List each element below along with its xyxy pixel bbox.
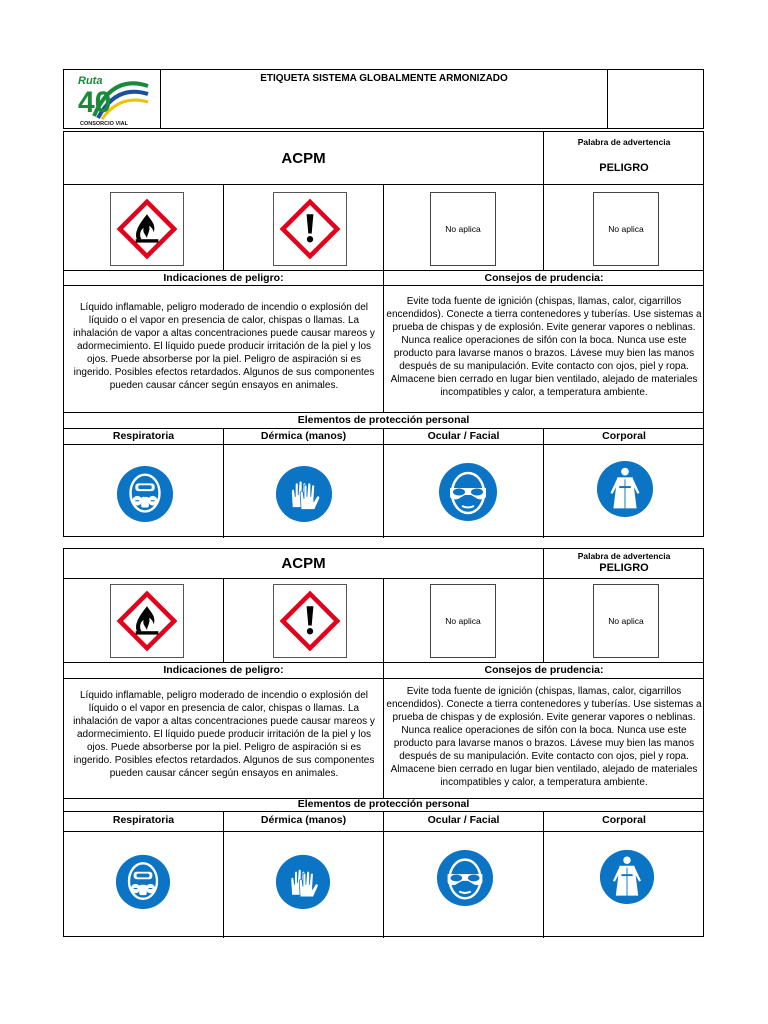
- ppe-body-label: Corporal: [602, 430, 646, 442]
- ghs-exclamation-icon: [273, 584, 347, 658]
- product-name: ACPM: [281, 150, 326, 167]
- pictogram-not-applicable: No aplica: [430, 192, 496, 266]
- row-divider: [64, 285, 703, 286]
- cell-divider: [383, 662, 384, 798]
- pictogram-not-applicable: No aplica: [430, 584, 496, 658]
- hazard-statements-text: Líquido inflamable, peligro moderado de incendio o explosión del líquido o el vapor en presencia de calor, chispas o llamas. La inhalación de vapor a altas concentraciones puede causar mareos y adormecimiento. El líquido puede producir irritación de la piel y los ojos. Puede absorberse por la piel. Peligro de aspiración si es ingerido. Posibles efectos retardados. Algunos de sus componentes pueden causar cáncer según ensayos en animales.: [73, 302, 375, 391]
- header-box: [63, 69, 704, 129]
- ppe-title: Elementos de protección personal: [297, 798, 470, 810]
- gloves-icon: [275, 854, 331, 915]
- warning-word-label: Palabra de advertencia: [577, 137, 671, 147]
- hazard-statements-title: Indicaciones de peligro:: [163, 664, 284, 676]
- cell-divider: [383, 184, 384, 270]
- header-divider: [607, 70, 608, 128]
- respirator-mask-icon: [116, 465, 174, 528]
- logo-graphic: [74, 72, 150, 128]
- gloves-icon: [275, 465, 333, 528]
- product-name: ACPM: [281, 555, 326, 572]
- company-logo: [74, 72, 150, 128]
- ghs-exclamation-icon: [273, 192, 347, 266]
- protective-apron-icon: [596, 460, 654, 523]
- row-divider: [64, 412, 703, 413]
- document-title: ETIQUETA SISTEMA GLOBALMENTE ARMONIZADO: [260, 73, 508, 84]
- warning-word-label: Palabra de advertencia: [577, 551, 671, 561]
- cell-divider: [223, 184, 224, 270]
- ppe-body-label: Corporal: [602, 814, 646, 826]
- cell-divider: [543, 184, 544, 270]
- cell-divider: [223, 578, 224, 662]
- ghs-flame-icon: [110, 192, 184, 266]
- pictogram-not-applicable: No aplica: [593, 584, 659, 658]
- warning-word-value: PELIGRO: [599, 162, 649, 174]
- hazard-statements-title: Indicaciones de peligro:: [163, 272, 284, 284]
- ghs-flame-icon: [110, 584, 184, 658]
- row-divider: [64, 678, 703, 679]
- respirator-mask-icon: [115, 854, 171, 915]
- precautionary-statements-text: Evite toda fuente de ignición (chispas, llamas, calor, cigarrillos encendidos). Conecte a tierra contenedores y tuberías. Use sistemas a prueba de chispas y de explosión. Evite generar vapores o neblinas. Nunca realice operaciones de sifón con la boca. Nunca use este producto para lavarse manos o brazos. Lávese muy bien las manos después de su manipulación. Evite contacto con ojos, piel y ropa. Almacene bien cerrado en lugar bien ventilado, alejado de materiales incompatibles y calor, a temperatura ambiente.: [386, 296, 702, 398]
- hazard-statements-text: Líquido inflamable, peligro moderado de incendio o explosión del líquido o el vapor en presencia de calor, chispas o llamas. La inhalación de vapor a altas concentraciones puede causar mareos y adormecimiento. El líquido puede producir irritación de la piel y los ojos. Puede absorberse por la piel. Peligro de aspiración si es ingerido. Posibles efectos retardados. Algunos de sus componentes pueden causar cáncer según ensayos en animales.: [73, 690, 375, 779]
- ppe-dermal-label: Dérmica (manos): [260, 430, 347, 442]
- protective-apron-icon: [599, 849, 655, 910]
- logo-word: Ruta: [78, 75, 103, 87]
- safety-goggles-icon: [438, 462, 498, 527]
- warning-word-value: PELIGRO: [599, 562, 649, 574]
- cell-divider: [383, 270, 384, 412]
- pictogram-not-applicable: No aplica: [593, 192, 659, 266]
- ppe-title: Elementos de protección personal: [297, 414, 470, 426]
- cell-divider: [383, 578, 384, 662]
- precautionary-statements-title: Consejos de prudencia:: [484, 664, 604, 676]
- ppe-respiratory-label: Respiratoria: [112, 814, 175, 826]
- ppe-eye-face-label: Ocular / Facial: [427, 814, 500, 826]
- ppe-eye-face-label: Ocular / Facial: [427, 430, 500, 442]
- precautionary-statements-title: Consejos de prudencia:: [484, 272, 604, 284]
- ghs-label-2: [63, 548, 704, 937]
- ghs-label-1: [63, 131, 704, 537]
- safety-goggles-icon: [436, 849, 494, 912]
- cell-divider: [543, 578, 544, 662]
- row-divider: [64, 444, 703, 445]
- row-divider: [64, 831, 703, 832]
- logo-number: 40: [78, 86, 112, 119]
- ppe-dermal-label: Dérmica (manos): [260, 814, 347, 826]
- logo-caption: CONSORCIO VIAL: [80, 121, 128, 127]
- precautionary-statements-text: Evite toda fuente de ignición (chispas, llamas, calor, cigarrillos encendidos). Conecte a tierra contenedores y tuberías. Use sistemas a prueba de chispas y de explosión. Evite generar vapores o neblinas. Nunca realice operaciones de sifón con la boca. Nunca use este producto para lavarse manos o brazos. Lávese muy bien las manos después de su manipulación. Evite contacto con ojos, piel y ropa. Almacene bien cerrado en lugar bien ventilado, alejado de materiales incompatibles y calor, a temperatura ambiente.: [386, 686, 702, 788]
- ppe-respiratory-label: Respiratoria: [112, 430, 175, 442]
